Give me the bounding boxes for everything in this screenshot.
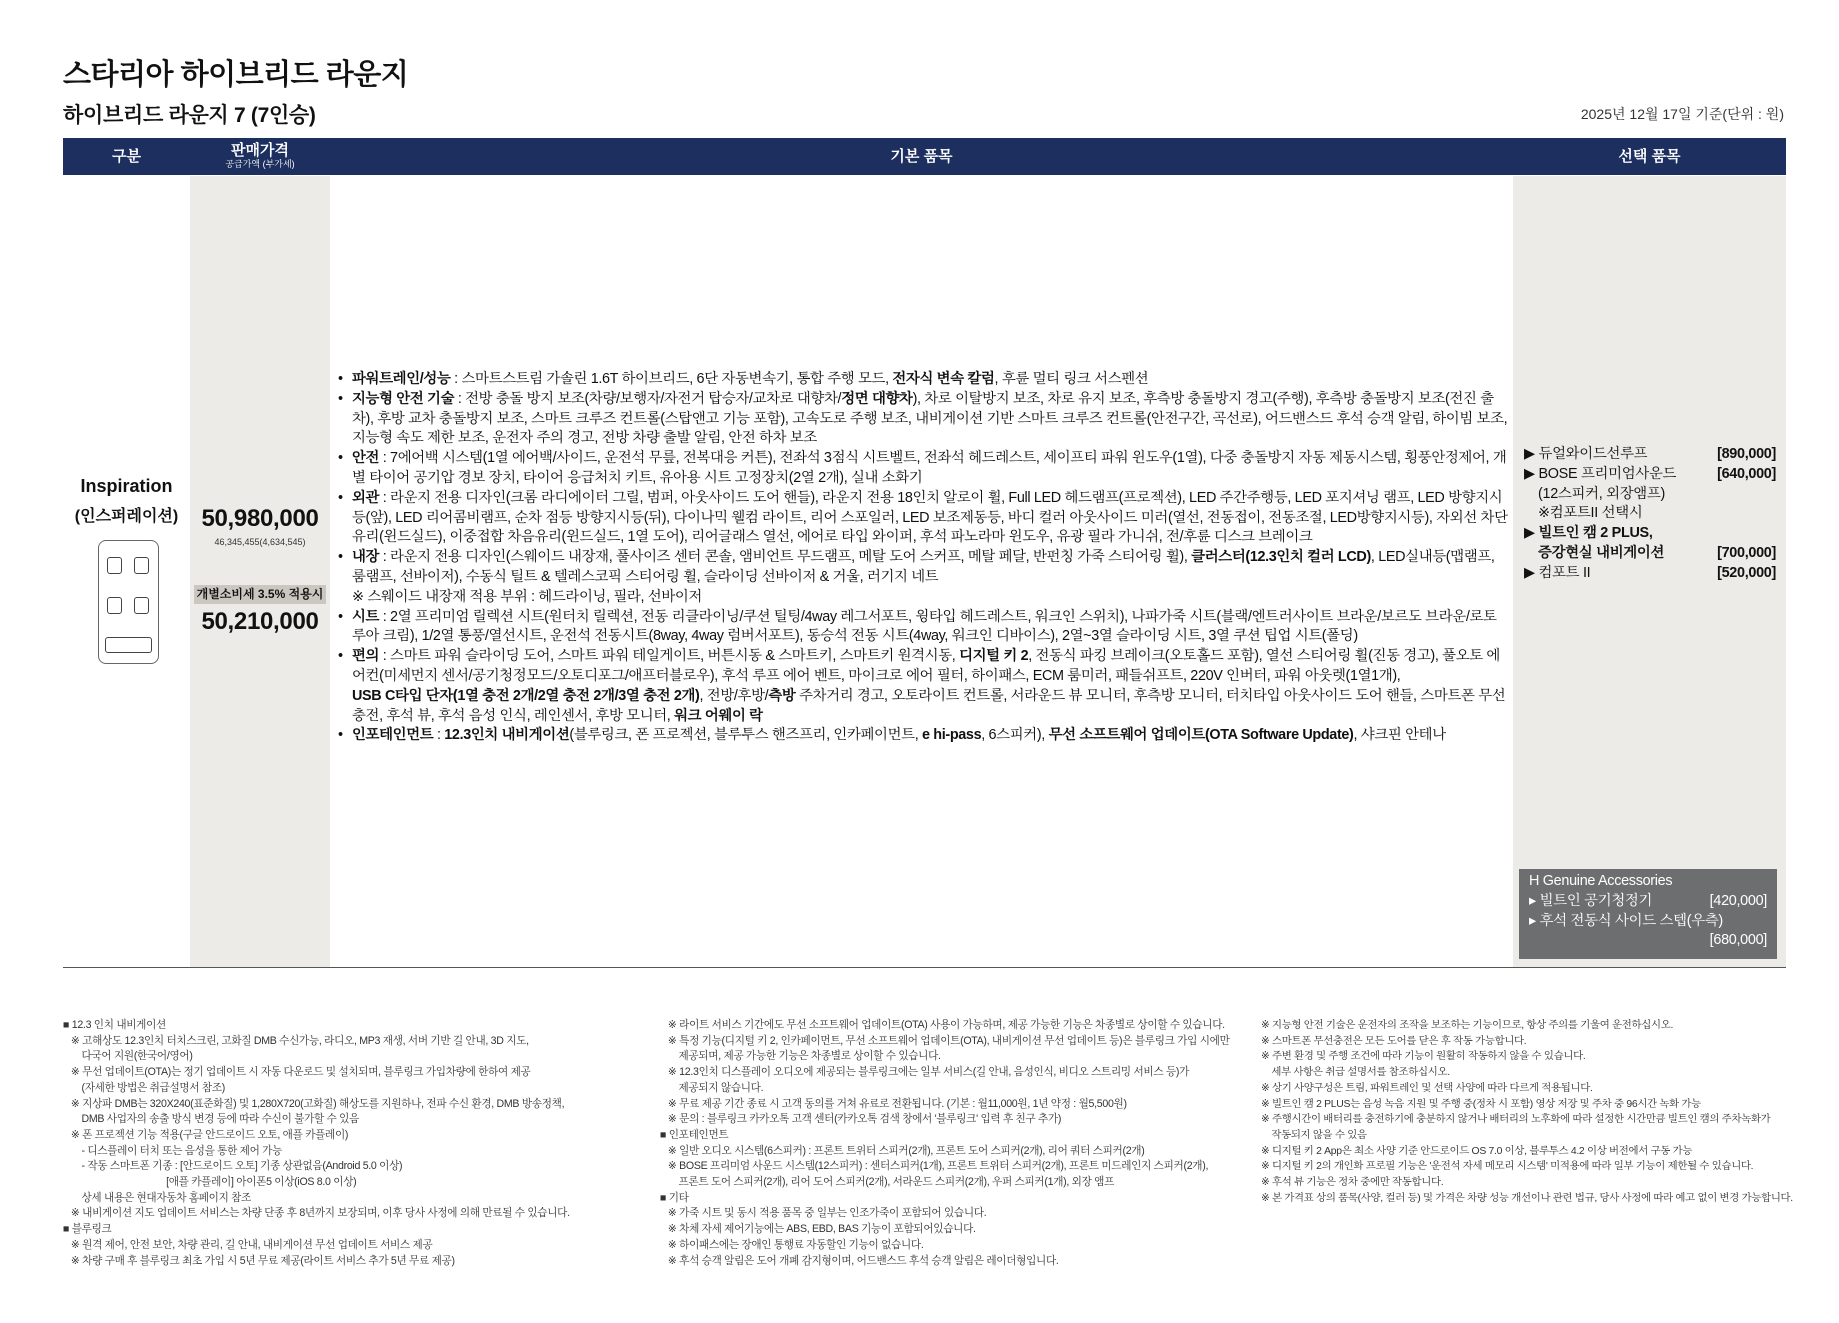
trim-price-supply: 46,345,455(4,634,545) [214,537,306,547]
option-name: ▶ 듀얼와이드선루프 [1524,446,1648,462]
accessory-item [1529,892,1767,912]
footnotes-col3: ※ 지능형 안전 기술은 운전자의 조작을 보조하는 기능이므로, 항상 주의를 기울여 운전하십시오. ※ 스마트폰 무선충전은 모든 도어를 닫은 후 작동 가능합니다. ※ 주변 환경 및 주행 조건에 따라 기능이 원활히 작동하지 않을 수 있습니다. 세부 사항은 취급 설명서를 참조하십시오. ※ 상기 사양구성은 트림, 파워트레인 및 선택 사양에 따라 다르게 적용됩니다. ※ 빌트인 캠 2 PLUS는 음성 녹음 지원 및 주행 중(정차 시 포함) 영상 저장 및 주차 중 96시간 녹화 가능 ※ 주행시간이 배터리를 충전하기에 충분하지 않거나 배터리의 노후화에 따라 설정한 시간만큼 빌트인 캠의 주차녹화가 작동되지 않을 수 있음 ※ 디지털 키 2 App은 최소 사양 기준 안드로이드 OS 7.0 이상, 블루투스 4.2 이상 버전에서 구동 가능 ※ 디지털 키 2의 개인화 프로필 기능은 '운전석 자세 메모리 시스템' 미적용에 따라 일부 기능이 제한될 수 있습니다. ※ 후석 뷰 기능은 정차 중에만 작동합니다. ※ 본 가격표 상의 품목(사양, 컬러 등) 및 가격은 차량 성능 개선이나 관련 법규, 당사 사정에 따라 예고 없이 변경 가능합니다. [1261,1020,1793,1204]
header-basic [330,138,1513,175]
trim-name: Inspiration [80,476,173,496]
option-item [1524,524,1776,544]
option-item [1524,504,1776,524]
trim-name-kr: (인스퍼레이션) [74,508,179,525]
basic-item: • 지능형 안전 기술 : 전방 충돌 방지 보조(차량/보행자/자전거 탑승자/교차로 대향차/정면 대향차), 차로 이탈방지 보조, 차로 유지 보조, 후측방 충돌방지 경고(주행), 후측방 충돌방지 보조(전진 출차), 후방 교차 충돌방지 보조, 스마트 크루즈 컨트롤(스탑앤고 기능 포함), 고속도로 주행 보조, 내비게이션 기반 스마트 크루즈 컨트롤(안전구간, 곡선로), 어드밴스드 후석 승객 알림, 하이빔 보조, 지능형 속도 제한 보조, 운전자 주의 경고, 전방 차량 출발 알림, 안전 하차 보조 [338,390,1508,449]
option-item [1524,445,1776,465]
accessory-price: [420,000] [1709,892,1767,909]
option-name: ▶ BOSE 프리미엄사운드 [1524,465,1677,482]
option-item [1524,465,1776,485]
footnotes-col1: ■ 12.3 인치 내비게이션 ※ 고해상도 12.3인치 터치스크린, 고화질 DMB 수신가능, 라디오, MP3 재생, 서버 기반 길 안내, 3D 지도, 다국어 지원(한국어/영어) ※ 무선 업데이트(OTA)는 정기 업데이트 시 자동 다운로드 및 설치되며, 블루링크 가입차량에 한하여 제공 (자세한 방법은 취급설명서 참조) ※ 지상파 DMB는 320X240(표준화질) 및 1,280X720(고화질) 해상도를 지원하나, 전파 수신 환경, DMB 방송정책, DMB 사업자의 송출 방식 변경 등에 따라 수신이 불가할 수 있음 ※ 폰 프로젝션 기능 적용(구글 안드로이드 오토, 애플 카플레이) - 디스플레이 터치 또는 음성을 통한 제어 가능 - 작동 스마트폰 기종 : [안드로이드 오토] 기종 상관없음(Android 5.0 이상) [애플 카플레이] 아이폰5 이상(iOS 8.0 이상) 상세 내용은 현대자동차 홈페이지 참조 ※ 내비게이션 지도 업데이트 서비스는 차량 단종 후 8년까지 보장되며, 이후 당사 사정에 의해 만료될 수 있습니다. ■ 블루링크 ※ 원격 제어, 안전 보안, 차량 관리, 길 안내, 내비게이션 무선 업데이트 서비스 제공 ※ 차량 구매 후 블루링크 최초 가입 시 5년 무료 제공(라이트 서비스 추가 5년 무료 제공) [63,1019,570,1267]
accessory-item: ▸ 후석 전동식 사이드 스텝(우측) [1529,912,1723,929]
basic-item: • 외관 : 라운지 전용 디자인(크롬 라디에이터 그릴, 범퍼, 아웃사이드 도어 핸들), 라운지 전용 18인치 알로이 휠, Full LED 헤드램프(프로젝션), LED 주간주행등, LED 포지셔닝 램프, LED 방향지시등(앞), LED 리어콤비램프, 순차 점등 방향지시등(뒤), 다이나믹 웰컴 라이트, 리어 스포일러, LED 보조제동등, 바디 컬러 아웃사이드 미러(열선, 전동접이, 전동조절, LED방향지시등), 자외선 차단 유리(윈드실드), 이중접합 차음유리(윈드실드, 1열 도어), 리어글래스 열선, 에어로 타입 와이퍼, 후석 파노라마 윈도우, 유광 필라 가니쉬, 전/후륜 디스크 브레이크 [338,489,1508,548]
basic-item: • 인포테인먼트 : 12.3인치 내비게이션(블루링크, 폰 프로젝션, 블루투스 핸즈프리, 인카페이먼트, e hi-pass, 6스피커), 무선 소프트웨어 업데이트(OTA Software Update), 샤크핀 안테나 [338,726,1508,746]
option-name: 증강현실 내비게이션 [1538,544,1665,561]
basic-item: • 안전 : 7에어백 시스템(1열 에어백/사이드, 운전석 무릎, 전복대응 커튼), 전좌석 3점식 시트벨트, 전좌석 헤드레스트, 세이프티 파워 윈도우(1열), 다중 충돌방지 자동 제동시스템, 횡풍안정제어, 개별 타이어 공기압 경보 장치, 타이어 응급처치 키트, 유아용 시트 고정장치(2열 2개), 실내 소화기 [338,449,1508,489]
seat-layout-icon [98,540,159,664]
header-options-label: 선택 품목 [1618,147,1681,165]
tax-price: 50,210,000 [201,608,319,635]
option-name: ▶ 컴포트 II [1524,564,1591,581]
accessories-box [1519,869,1777,959]
basic-item: • 시트 : 2열 프리미엄 릴렉션 시트(원터치 릴렉션, 전동 리클라이닝/쿠션 틸팅/4way 레그서포트, 윙타입 헤드레스트, 워크인 스위치), 나파가죽 시트(블랙/엔트러사이트 브라운/보르도 브라운/로토루아 크림), 1/2열 통풍/열선시트, 운전석 전동시트(8way, 4way 럼버서포트), 동승석 전동 시트(4way, 워크인 디바이스), 2열~3열 슬라이딩 시트, 3열 쿠션 팁업 시트(폴딩) [338,608,1508,648]
option-item [1524,564,1776,584]
header-category [63,138,190,175]
header-price-sublabel: 공급가액 (부가세) [225,159,295,169]
basic-item: • 내장 : 라운지 전용 디자인(스웨이드 내장재, 풀사이즈 센터 콘솔, 앰비언트 무드램프, 메탈 도어 스커프, 메탈 페달, 반펀칭 가죽 스티어링 휠), 클러스터(12.3인치 컬러 LCD), LED실내등(맵램프, 룸램프, 선바이저), 수동식 틸트 & 텔레스코픽 스티어링 휠, 슬라이딩 선바이저 & 거울, 러기지 네트 ※ 스웨이드 내장재 적용 부위 : 헤드라이닝, 필라, 선바이저 [338,548,1508,607]
accessory-name: ▸ 빌트인 공기청정기 [1529,892,1653,909]
option-price: [890,000] [1717,446,1776,462]
header-price [190,138,330,175]
price-column-bg [190,176,330,968]
bench-seat-icon [105,637,152,653]
accessories-title: H Genuine Accessories [1529,873,1673,889]
option-item [1524,485,1776,505]
header-category-label: 구분 [112,147,141,165]
accessory-price: [680,000] [1709,932,1767,949]
tax-badge: 개별소비세 3.5% 적용시 [194,585,326,604]
page-title: 스타리아 하이브리드 라운지 [63,59,409,91]
basic-item: • 파워트레인/성능 : 스마트스트림 가솔린 1.6T 하이브리드, 6단 자동변속기, 통합 주행 모드, 전자식 변속 칼럼, 후륜 멀티 링크 서스펜션 [338,370,1508,390]
page-subtitle: 하이브리드 라운지 7 (7인승) [63,104,316,127]
footnotes-col2: ※ 라이트 서비스 기간에도 무선 소프트웨어 업데이트(OTA) 사용이 가능하며, 제공 가능한 기능은 차종별로 상이할 수 있습니다. ※ 특정 기능(디지털 키 2, 인카페이먼트, 무선 소프트웨어 업데이트(OTA), 내비게이션 무선 업데이트 등)은 블루링크 가입 시에만 제공되며, 제공 가능한 기능은 차종별로 상이할 수 있습니다. ※ 12.3인치 디스플레이 오디오에 제공되는 블루링크에는 일부 서비스(길 안내, 음성인식, 비디오 스트리밍 서비스 등)가 제공되지 않습니다. ※ 무료 제공 기간 종료 시 고객 동의를 거쳐 유료로 전환됩니다. (기본 : 월11,000원, 1년 약정 : 월5,500원) ※ 문의 : 블루링크 카카오톡 고객 센터(카카오톡 검색 창에서 '블루링크' 입력 후 친구 추가) ■ 인포테인먼트 ※ 일반 오디오 시스템(6스피커) : 프론트 트위터 스피커(2개), 프론트 도어 스피커(2개), 리어 쿼터 스피커(2개) ※ BOSE 프리미엄 사운드 시스템(12스피커) : 센터스피커(1개), 프론트 트위터 스피커(2개), 프론트 미드레인지 스피커(2개), 프론트 도어 스피커(2개), 리어 도어 스피커(2개), 서라운드 스피커(2개), 우퍼 스피커(1개), 외장 앰프 ■ 기타 ※ 가죽 시트 및 동시 적용 품목 중 일부는 인조가죽이 포함되어 있습니다. ※ 차체 자세 제어기능에는 ABS, EBD, BAS 기능이 포함되어있습니다. ※ 하이패스에는 장애인 통행료 자동할인 기능이 없습니다. ※ 후석 승객 알림은 도어 개폐 감지형이며, 어드밴스드 후석 승객 알림은 레이더형입니다. [660,1019,1230,1267]
basic-item: • 편의 : 스마트 파워 슬라이딩 도어, 스마트 파워 테일게이트, 버튼시동 & 스마트키, 스마트키 원격시동, 디지털 키 2, 전동식 파킹 브레이크(오토홀드 포함), 열선 스티어링 휠(진동 경고), 풀오토 에어컨(미세먼지 센서/공기청정모드/오토디포그/애프터블로우), 후석 루프 에어 벤트, 마이크로 에어 필터, 하이패스, ECM 룸미러, 패들쉬프트, 220V 인버터, 파워 아웃렛(1열1개), USB C타입 단자(1열 충전 2개/2열 충전 2개/3열 충전 2개), 전방/후방/측방 주차거리 경고, 오토라이트 컨트롤, 서라운드 뷰 모니터, 후측방 모니터, 터치타입 아웃사이드 도어 핸들, 스마트폰 무선충전, 후석 뷰, 후석 음성 인식, 레인센서, 후방 모니터, 워크 어웨이 락 [338,647,1508,726]
header-options [1513,138,1786,175]
seat-icon [107,557,122,574]
seat-icon [134,557,149,574]
header-price-label: 판매가격 [231,142,289,159]
date-note: 2025년 12월 17일 기준(단위 : 원) [1580,106,1784,122]
option-name: ▶ 빌트인 캠 2 PLUS, [1524,525,1653,542]
table-bottom-rule [63,967,1786,968]
option-name: (12스피커, 외장앰프) [1538,485,1665,502]
option-price: [700,000] [1717,544,1776,561]
seat-icon [107,597,122,614]
option-price: [640,000] [1717,465,1776,482]
option-name: ※컴포트II 선택시 [1538,505,1643,522]
header-basic-label: 기본 품목 [890,147,953,165]
option-price: [520,000] [1717,564,1776,581]
option-item [1524,544,1776,564]
trim-price: 50,980,000 [201,505,319,532]
options-list [1524,445,1776,584]
basic-items-list [338,370,1508,746]
seat-icon [134,597,149,614]
